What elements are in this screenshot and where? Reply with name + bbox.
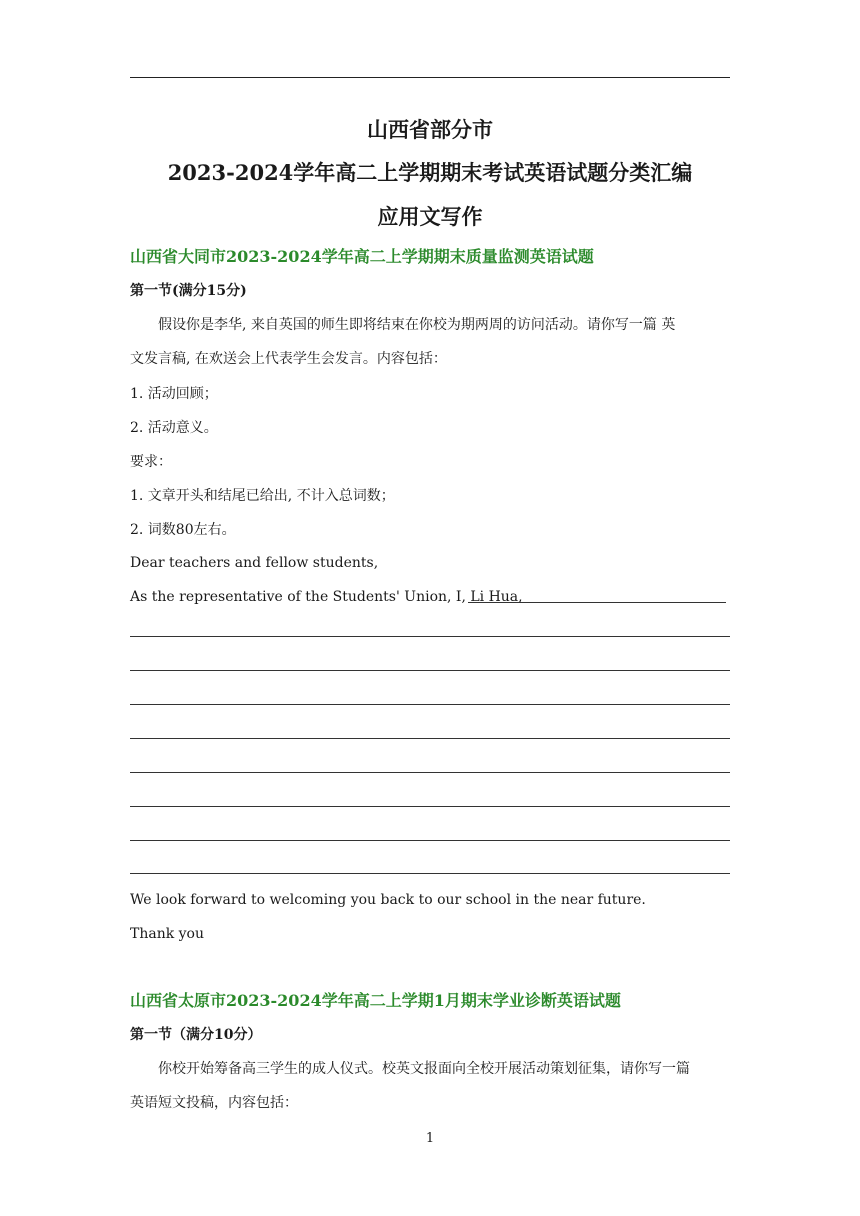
header-rule	[130, 77, 730, 78]
answer-line-inline	[468, 602, 726, 603]
requirement-2: 2. 词数80左右。	[130, 522, 236, 538]
letter-signoff: Thank you	[130, 926, 205, 942]
answer-line	[130, 738, 730, 739]
document-title-line2: 2023-2024学年高二上学期期末考试英语试题分类汇编	[167, 160, 693, 185]
answer-line	[130, 772, 730, 773]
letter-closing-line: We look forward to welcoming you back to our school in the near future.	[130, 892, 646, 908]
answer-line	[130, 670, 730, 671]
page-number: 1	[425, 1131, 435, 1146]
section2-prompt-line1: 你校开始筹备高三学生的成人仪式。校英文报面向全校开展活动策划征集，请你写一篇	[158, 1061, 690, 1077]
content-item-1: 1. 活动回顾；	[130, 386, 218, 402]
section1-heading: 山西省大同市2023-2024学年高二上学期期末质量监测英语试题	[130, 247, 594, 266]
requirement-1: 1. 文章开头和结尾已给出, 不计入总词数；	[130, 488, 395, 504]
content-item-2: 2. 活动意义。	[130, 420, 218, 436]
letter-salutation: Dear teachers and fellow students,	[130, 555, 379, 571]
document-title-line1: 山西省部分市	[367, 117, 493, 142]
answer-line	[130, 873, 730, 874]
section1-part: 第一节(满分15分)	[130, 283, 247, 299]
answer-line	[130, 636, 730, 637]
answer-line	[130, 704, 730, 705]
answer-line	[130, 806, 730, 807]
requirements-label: 要求：	[130, 454, 172, 470]
document-title-line3: 应用文写作	[377, 204, 483, 229]
section2-prompt-line2: 英语短文投稿，内容包括：	[130, 1095, 298, 1111]
section2-heading: 山西省太原市2023-2024学年高二上学期1月期末学业诊断英语试题	[130, 991, 621, 1010]
section2-part: 第一节（满分10分）	[130, 1027, 262, 1043]
section1-prompt-line2: 文发言稿, 在欢送会上代表学生会发言。内容包括：	[130, 351, 447, 367]
letter-opening: As the representative of the Students' Union, I, Li Hua,	[130, 589, 523, 605]
section1-prompt-line1: 假设你是李华, 来自英国的师生即将结束在你校为期两周的访问活动。请你写一篇 英	[158, 317, 676, 333]
answer-line	[130, 840, 730, 841]
